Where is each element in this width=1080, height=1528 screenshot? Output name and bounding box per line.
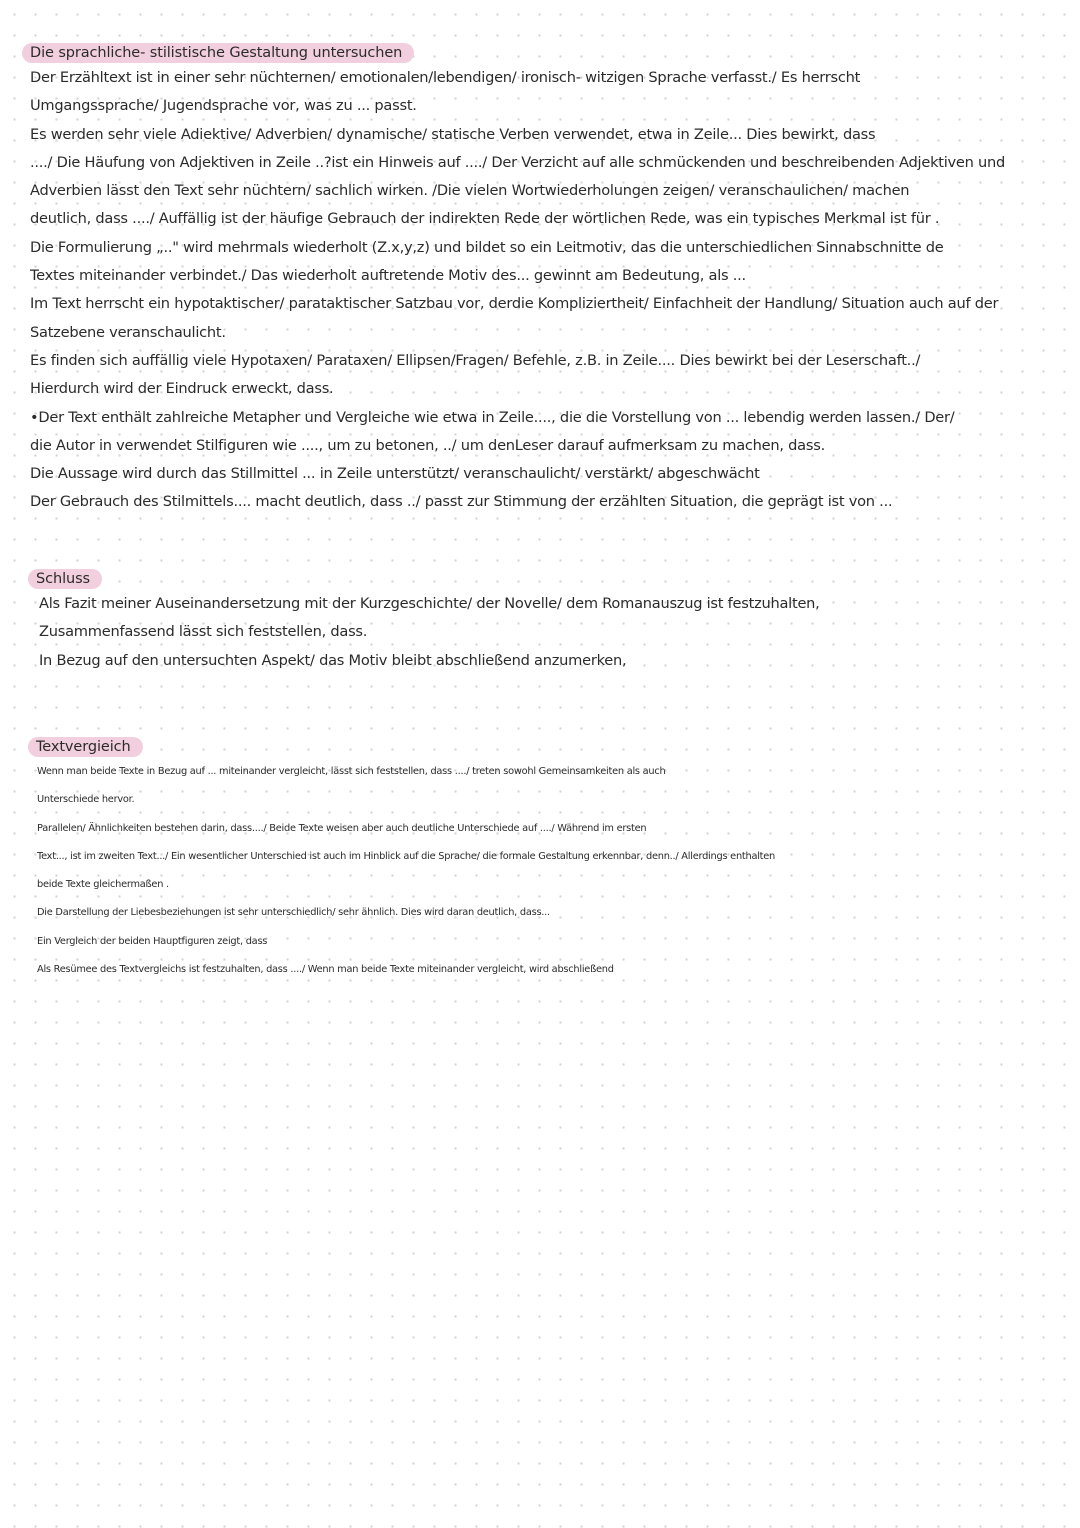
text-line: Unterschiede hervor. <box>37 794 135 806</box>
text-line: Adverbien lässt den Text sehr nüchtern/ sachlich wirken. /Die vielen Wortwiederholungen zeigen/ veranschaulichen/ machen <box>30 182 910 200</box>
text-line: Der Gebrauch des Stilmittels.... macht deutlich, dass ../ passt zur Stimmung der erzählten Situation, die geprägt ist von ... <box>30 493 893 511</box>
text-line: Als Resümee des Textvergleichs ist festzuhalten, dass ..../ Wenn man beide Texte miteinander vergleicht, wird abschließend <box>37 964 614 976</box>
section-heading: Die sprachliche- stilistische Gestaltung untersuchen <box>22 43 414 63</box>
text-line: Als Fazit meiner Auseinandersetzung mit der Kurzgeschichte/ der Novelle/ dem Romanauszug ist festzuhalten, <box>39 595 820 612</box>
text-line: •Der Text enthält zahlreiche Metapher und Vergleiche wie etwa in Zeile...., die die Vorstellung von ... lebendig werden lassen./ Der/ <box>30 408 955 426</box>
text-line: Umgangssprache/ Jugendsprache vor, was zu ... passt. <box>30 97 417 115</box>
section-heading: Schluss <box>28 569 102 589</box>
section-body <box>30 64 1070 517</box>
text-line: Ein Vergleich der beiden Hauptfiguren zeigt, dass <box>37 935 268 947</box>
section-body <box>37 758 1077 984</box>
text-line: Text..., ist im zweiten Text.../ Ein wesentlicher Unterschied ist auch im Hinblick auf die Sprache/ die formale Gestaltung erkennbar, denn../ Allerdings enthalten <box>37 850 776 862</box>
text-line: Die Formulierung „.." wird mehrmals wiederholt (Z.x,y,z) und bildet so ein Leitmotiv, das die unterschiedlichen Sinnabschnitte de <box>30 238 944 256</box>
text-line: Satzebene veranschaulicht. <box>30 323 226 341</box>
text-line: Hierdurch wird der Eindruck erweckt, dass. <box>30 380 334 398</box>
text-line: die Autor in verwendet Stilfiguren wie ...., um zu betonen, ../ um denLeser darauf aufmerksam zu machen, dass. <box>30 436 825 454</box>
text-line: Die Aussage wird durch das Stillmittel ... in Zeile unterstützt/ veranschaulicht/ verstärkt/ abgeschwächt <box>30 465 760 483</box>
text-line: deutlich, dass ..../ Auffällig ist der häufige Gebrauch der indirekten Rede der wörtlichen Rede, was ein typisches Merkmal ist für . <box>30 210 940 228</box>
text-line: Textes miteinander verbindet./ Das wiederholt auftretende Motiv des... gewinnt am Bedeutung, als ... <box>30 267 746 285</box>
text-line: In Bezug auf den untersuchten Aspekt/ das Motiv bleibt abschließend anzumerken, <box>39 651 627 669</box>
text-line: Es werden sehr viele Adiektive/ Adverbien/ dynamische/ statische Verben verwendet, etwa in Zeile... Dies bewirkt, dass <box>30 125 876 143</box>
section-body <box>39 590 1069 675</box>
section-conclusion <box>0 568 1080 675</box>
section-stylistic-analysis <box>0 42 1080 517</box>
text-line: Parallelen/ Ähnlichkeiten bestehen darin, dass..../ Beide Texte weisen aber auch deutliche Unterschiede auf ..../ Während im ersten <box>37 822 647 834</box>
text-line: Der Erzähltext ist in einer sehr nüchternen/ emotionalen/lebendigen/ ironisch- witzigen Sprache verfasst./ Es herrscht <box>30 69 861 86</box>
text-line: Die Darstellung der Liebesbeziehungen ist sehr unterschiedlich/ sehr ähnlich. Dies wird daran deutlich, dass... <box>37 907 550 919</box>
text-line: Es finden sich auffällig viele Hypotaxen/ Parataxen/ Ellipsen/Fragen/ Befehle, z.B. in Zeile.... Dies bewirkt bei der Leserschaft../ <box>30 351 921 369</box>
text-line: Im Text herrscht ein hypotaktischer/ parataktischer Satzbau vor, derdie Kompliziertheit/ Einfachheit der Handlung/ Situation auch auf der <box>30 295 999 313</box>
text-line: Wenn man beide Texte in Bezug auf ... miteinander vergleicht, lässt sich feststellen, dass ..../ treten sowohl Gemeinsamkeiten als auch <box>37 766 666 777</box>
text-line: Zusammenfassend lässt sich feststellen, dass. <box>39 623 368 641</box>
section-text-comparison <box>0 736 1080 984</box>
text-line: beide Texte gleichermaßen . <box>37 879 169 891</box>
section-heading: Textvergieich <box>28 737 143 757</box>
text-line: ..../ Die Häufung von Adjektiven in Zeile ..?ist ein Hinweis auf ..../ Der Verzicht auf alle schmückenden und beschreibenden Adjektiven und <box>30 153 1006 171</box>
